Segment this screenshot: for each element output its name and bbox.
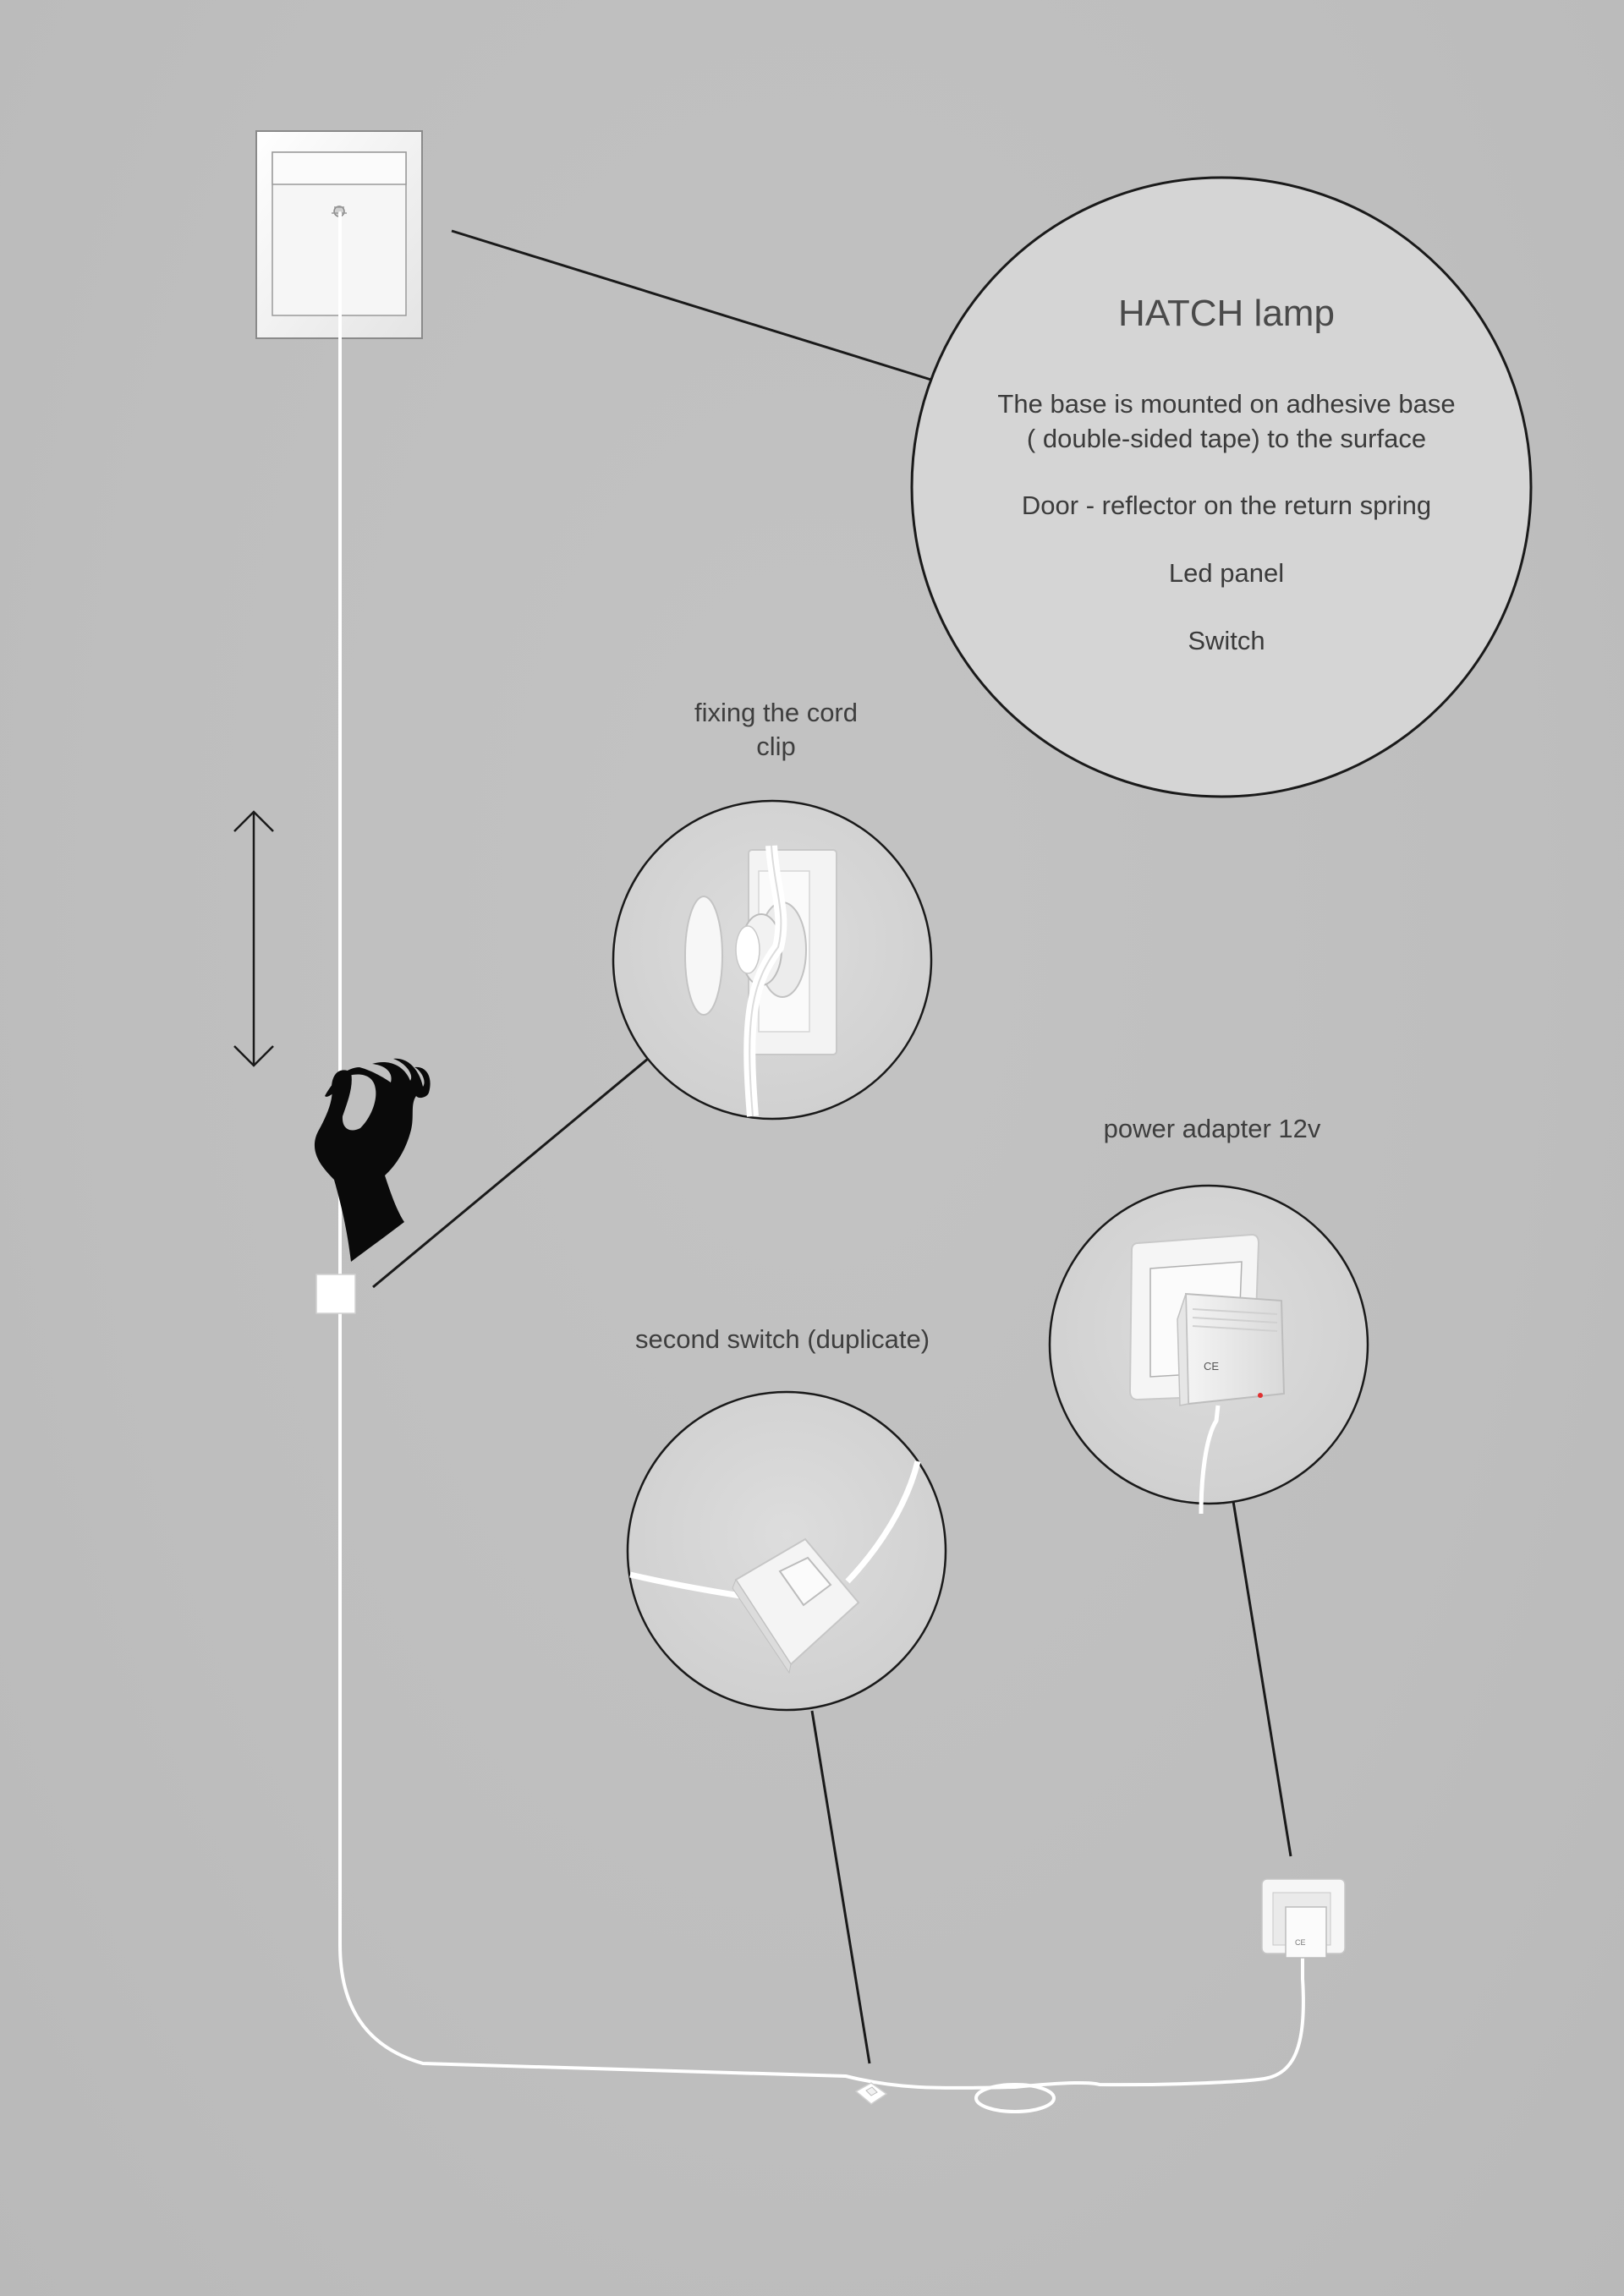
lamp-callout-line-1: The base is mounted on adhesive base [997,389,1456,419]
adapter-detail-circle [1050,1186,1368,1514]
wall-socket-with-adapter [1262,1879,1345,1958]
adapter-label: power adapter 12v [1103,1114,1321,1143]
lamp-callout-line-4: Led panel [1168,558,1285,588]
clip-label-line-2: clip [756,732,796,761]
switch-label: second switch (duplicate) [634,1324,930,1354]
clip-detail-circle [613,801,931,1119]
cord-clip [316,1274,355,1313]
lamp-leader-line [452,231,934,381]
inline-duplicate-switch [856,2083,886,2104]
lamp-info-circle [912,178,1531,797]
hand-icon [315,1059,431,1262]
clip-label-line-1: fixing the cord [694,698,858,727]
lamp-door-top-strip [272,152,406,184]
lamp-callout-line-3: Door - reflector on the return spring [1021,490,1432,520]
adapter-ce-mark: CE [1204,1360,1220,1373]
lamp-callout-line-2: ( double-sided tape) to the surface [1026,424,1427,453]
up-down-arrow-icon [234,812,273,1066]
svg-text:CE: CE [1295,1938,1306,1947]
lamp-callout-line-5: Switch [1188,626,1265,655]
lamp-callout-title: HATCH lamp [1118,293,1335,334]
adapter-leader-line [1233,1501,1291,1856]
switch-leader-line [812,1711,870,2063]
adapter-led-indicator [1258,1393,1263,1398]
second-switch-detail-circle [628,1392,946,1710]
